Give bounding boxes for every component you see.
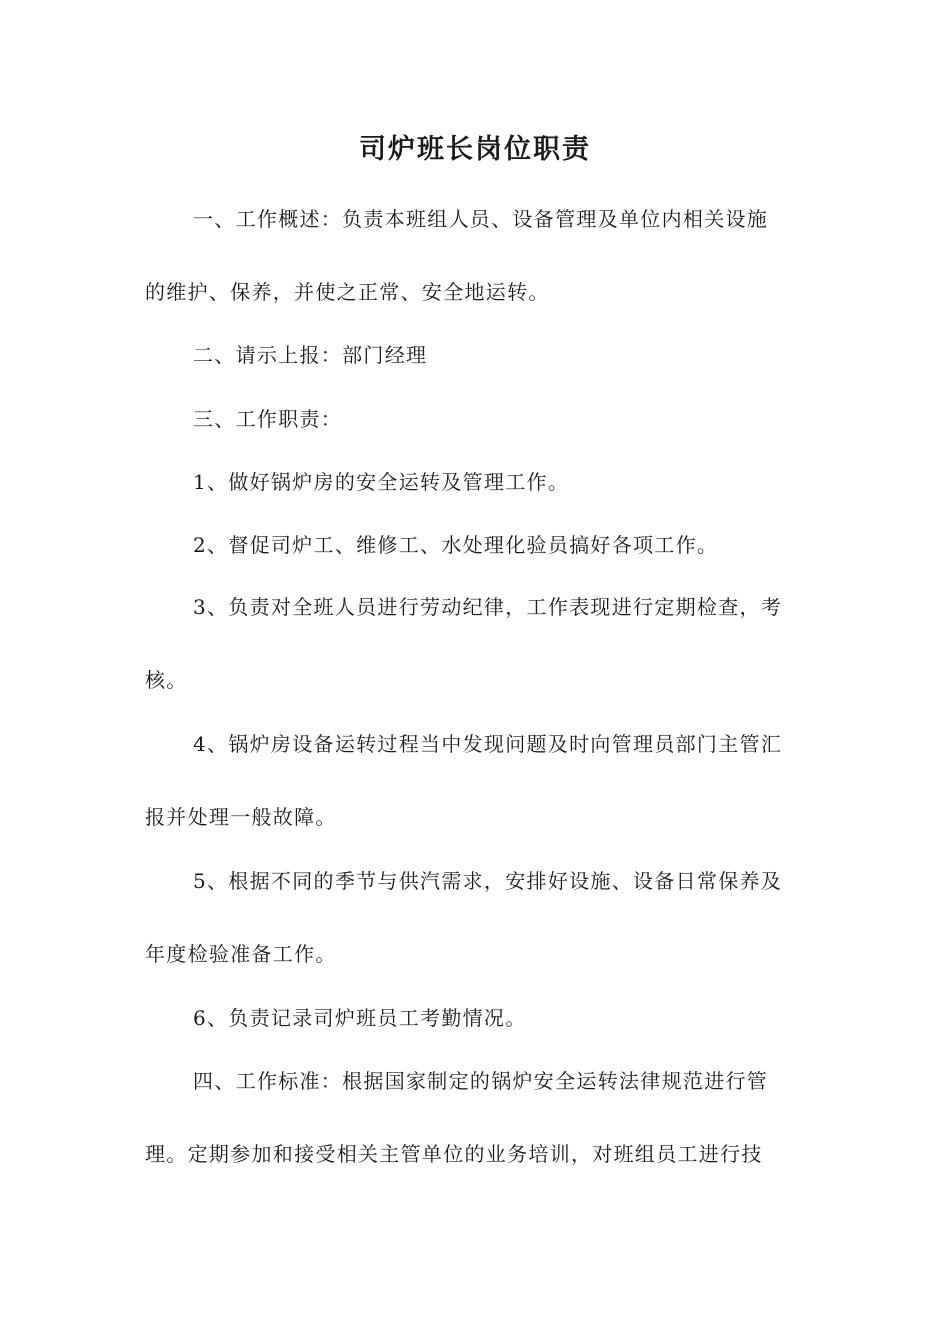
duty-4-line-2: 报并处理一般故障。 [145,805,337,829]
section-1-line-2: 的维护、保养，并使之正常、安全地运转。 [145,280,550,304]
duty-3-line-2: 核。 [145,668,188,692]
duty-4-line-1: 4、锅炉房设备运转过程当中发现问题及时向管理员部门主管汇 [193,732,783,756]
section-4-line-2: 理。定期参加和接受相关主管单位的业务培训，对班组员工进行技 [145,1142,763,1166]
section-2-line: 二、请示上报：部门经理 [193,343,428,367]
duty-6: 6、负责记录司炉班员工考勤情况。 [193,1006,527,1030]
duty-5-line-2: 年度检验准备工作。 [145,942,337,966]
document-title: 司炉班长岗位职责 [359,134,591,165]
duty-5-line-1: 5、根据不同的季节与供汽需求，安排好设施、设备日常保养及 [193,869,783,893]
duty-1: 1、做好锅炉房的安全运转及管理工作。 [193,470,570,494]
duty-2: 2、督促司炉工、维修工、水处理化验员搞好各项工作。 [193,533,719,557]
duty-3-line-1: 3、负责对全班人员进行劳动纪律，工作表现进行定期检查，考 [193,595,783,619]
section-3-heading: 三、工作职责： [193,407,343,431]
section-4-line-1: 四、工作标准：根据国家制定的锅炉安全运转法律规范进行管 [193,1069,769,1093]
section-1-line-1: 一、工作概述：负责本班组人员、设备管理及单位内相关设施 [193,207,769,231]
